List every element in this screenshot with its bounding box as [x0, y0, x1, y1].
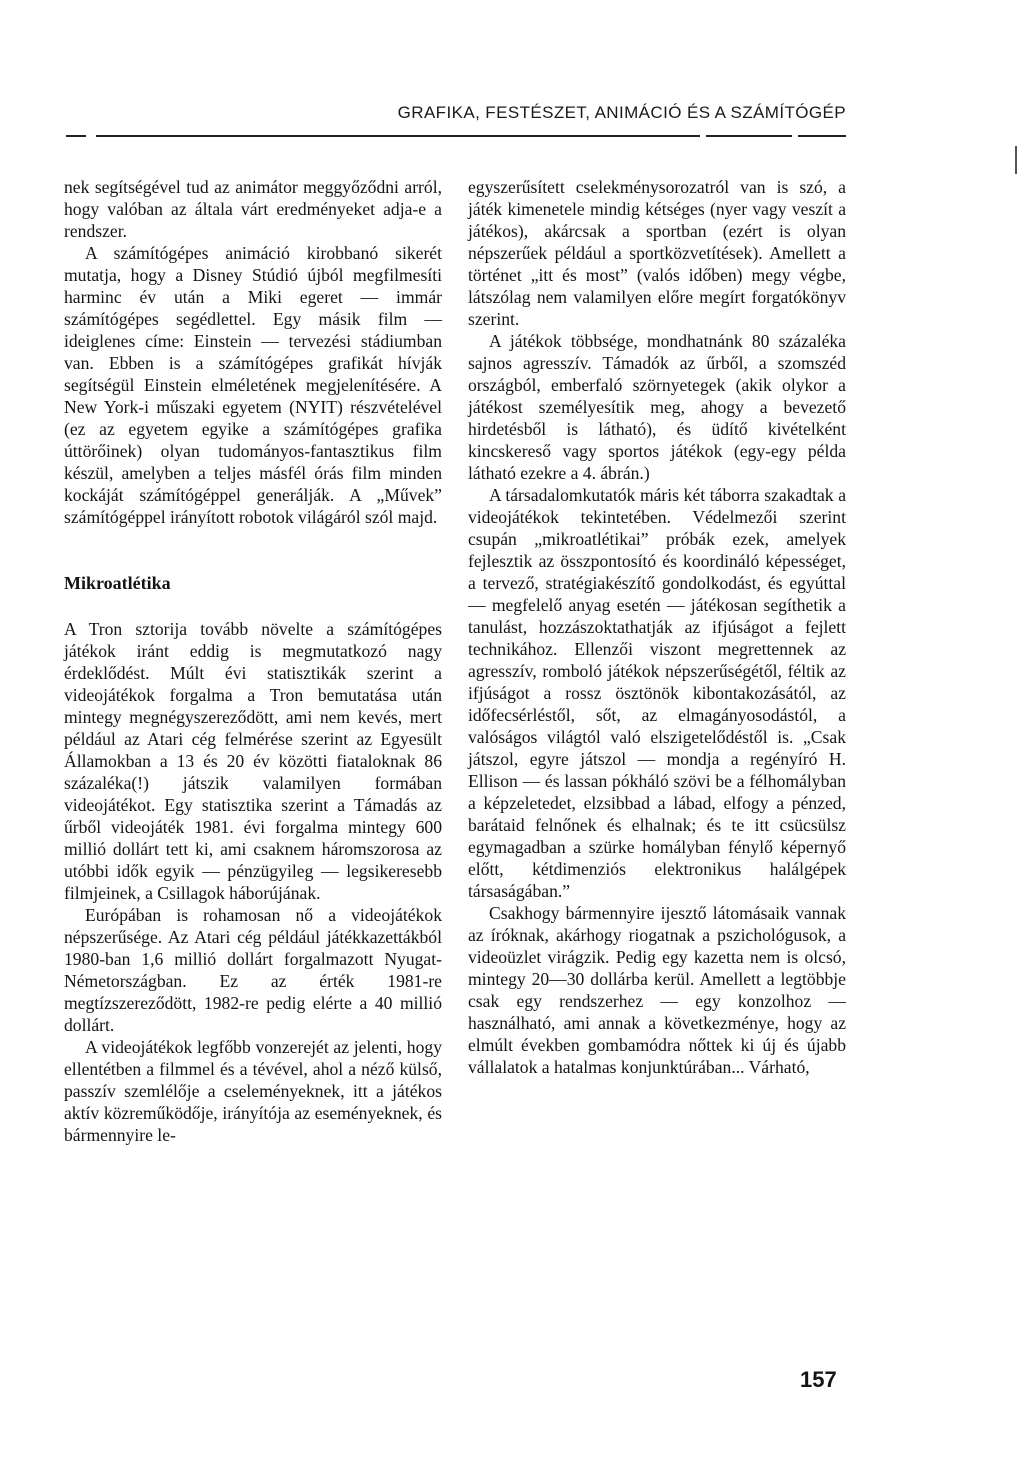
paragraph: A játékok többsége, mondhatnánk 80 százaléka sajnos agresszív. Támadók az űrből, a szomszéd országból, emberfaló szörnyetegek (akik olykor a játékost személyesítik meg, ahogy a bevezető hirdetésből is látható), és üdítő kivételként kincskereső vagy sportos játékok (egy-egy példa látható ezekre a 4. ábrán.) — [468, 331, 846, 483]
right-column — [468, 176, 846, 1078]
header-rule-gap — [792, 132, 798, 139]
paragraph: Csakhogy bármennyire ijesztő látomásaik vannak az íróknak, akárhogy riogatnak a pszichológusok, a videoüzlet virágzik. Pedig egy kazetta nem is olcsó, mintegy 20—30 dollárba kerül. Amellett a legtöbbje csak egy rendszerhez — egy konzolhoz — használható, ami annak a következménye, hogy az elmúlt években gombamódra nőttek ki új és újabb vállalatok a hatalmas konjunktúrában... Várható, — [468, 903, 846, 1077]
paragraph: egyszerűsített cselekménysorozatról van is szó, a játék kimenetele mindig kétséges (nyer vagy veszít a játékos), akárcsak a sportban (ezért is olyan népszerűek például a sportközvetítések). Amellett a történet „itt és most” (valós időben) megy végbe, látszólag nem valamilyen előre megírt forgatókönyv szerint. — [468, 177, 846, 329]
running-head: GRAFIKA, FESTÉSZET, ANIMÁCIÓ ÉS A SZÁMÍTÓGÉP — [397, 103, 846, 122]
paragraph: nek segítségével tud az animátor meggyőződni arról, hogy valóban az általa várt eredményeket adja-e a rendszer. — [64, 177, 442, 241]
paragraph: Európában is rohamosan nő a videojátékok népszerűsége. Az Atari cég például játékkazettákból 1980-ban 1,6 millió dollárt forgalmazott Nyugat-Németországban. Ez az érték 1981-re megtízszereződött, 1982-re pedig elérte a 40 millió dollárt. — [64, 905, 442, 1035]
section-heading: Mikroatlétika — [64, 573, 171, 593]
header-rule — [66, 135, 846, 137]
header-rule-gap — [86, 132, 96, 139]
paragraph: A számítógépes animáció kirobbanó sikerét mutatja, hogy a Disney Stúdió újból megfilmesíti harminc év után a Miki egeret — immár számítógépes segédlettel. Egy másik film — ideiglenes címe: Einstein — tervezési stádiumban van. Ebben is a számítógépes grafikát hívják segítségül Einstein elméletének megjelenítésére. A New York-i műszaki egyetem (NYIT) részvételével (ez az egyetem egyike a számítógépes grafika úttörőinek) olyan tudományos-fantasztikus film készül, amelyben a teljes másfél órás film minden kockáját számítógéppel generálják. A „Művek” számítógéppel irányított robotok világáról szól majd. — [64, 243, 442, 527]
paragraph: A Tron sztorija tovább növelte a számítógépes játékok iránt eddig is megmutatkozó nagy érdeklődést. Múlt évi statisztikák szerint a videojátékok forgalma a Tron bemutatása után mintegy megnégyszereződött, ami nem kevés, mert például az Atari cég felmérése szerint az Egyesült Államokban a 13 és 20 év közötti fiataloknak 86 százaléka(!) játszik valamilyen formában videojátékot. Egy statisztika szerint a Támadás az űrből videojáték 1981. évi forgalma mintegy 600 millió dollárt tett ki, ami csaknem háromszorosa az utóbbi idők egyik — pénzügyileg — legsikeresebb filmjeinek, a Csillagok háborújának. — [64, 619, 442, 903]
margin-mark — [1015, 146, 1017, 174]
header-rule-gap — [700, 132, 706, 139]
paragraph: A társadalomkutatók máris két táborra szakadtak a videojátékok tekintetében. Védelmezői szerint csupán „mikroatlétikai” próbák ezek, amelyek fejlesztik az összpontosító és koordináló képességet, a tervező, stratégiakészítő gondolkodást, és egyúttal — megfelelő anyag esetén — játékosan segíthetik a tanulást, hozzászoktathatják az ifjúságot a fejlett technikához. Ellenzői viszont megrettennek az agresszív, romboló játékok népszerűségétől, féltik az ifjúságot a rossz ösztönök kibontakozásától, az időfecsérléstől, sőt, az elmagányosodástól, a valóságos világtól való elszigetelődéstől is. „Csak játszol, egyre játszol — mondja a regényíró H. Ellison — és lassan pókháló szövi be a félhomályban a képzeletedet, elzsibbad a lábad, elfogy a pénzed, barátaid felnőnek és elhalnak; és te itt csücsülsz egymagadban a szürke homályban fénylő képernyő előtt, kétdimenziós elektronikus halálgépek társaságában.” — [468, 485, 846, 901]
left-column — [64, 176, 442, 1146]
page-number: 157 — [800, 1367, 837, 1392]
paragraph: A videojátékok legfőbb vonzerejét az jelenti, hogy ellentétben a filmmel és a tévével, ahol a néző külső, passzív szemlélője a cseleményeknek, itt a játékos aktív közreműködője, irányítója az eseményeknek, és bármennyire le- — [64, 1037, 442, 1145]
